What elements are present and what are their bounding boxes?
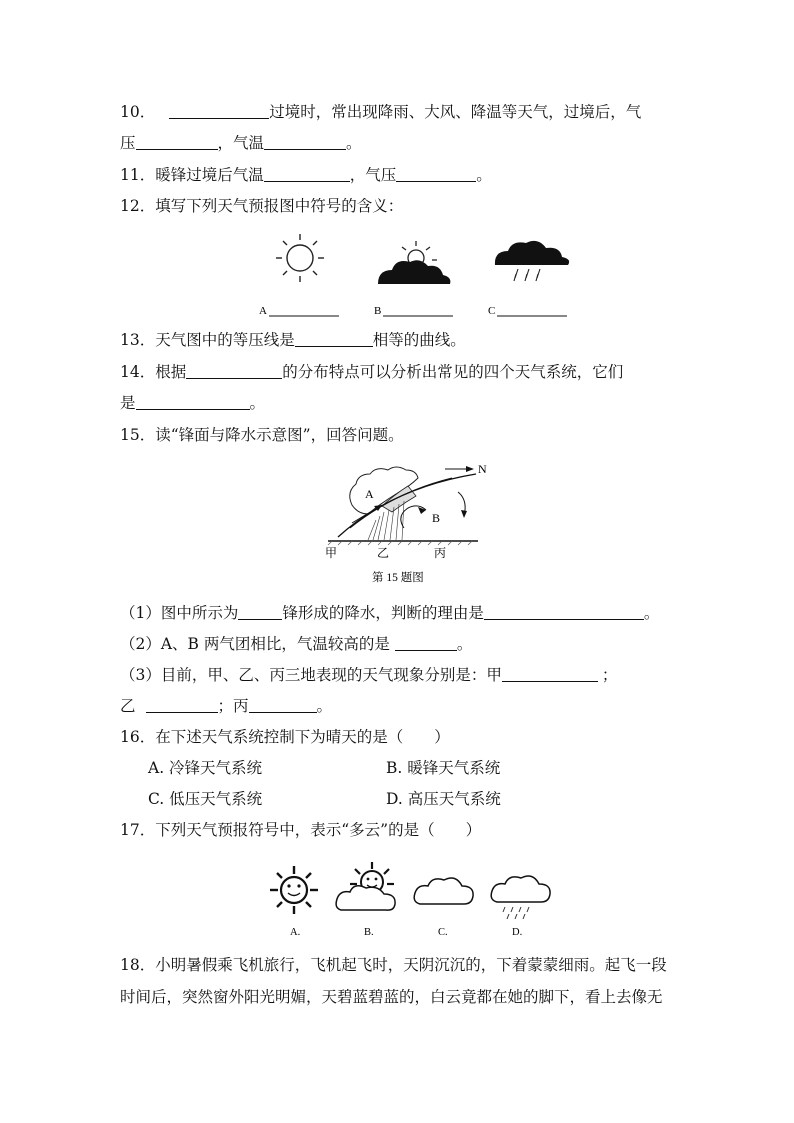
drizzle-cloud-icon — [491, 876, 550, 919]
q14-line2 — [120, 392, 265, 414]
q16-line — [120, 726, 450, 748]
q16-option-c[interactable]: C. 低压天气系统 — [148, 790, 263, 808]
q15-p3-blank-bing[interactable] — [249, 697, 317, 713]
q17-number: 17． — [120, 821, 156, 839]
q11-number: 11． — [120, 166, 156, 184]
diagram-label-jia: 甲 — [325, 546, 338, 560]
q10-text: 过境时，常出现降雨、大风、降温等天气，过境后，气 — [269, 103, 642, 121]
front-precipitation-diagram — [328, 466, 478, 545]
q15-number: 15． — [120, 426, 156, 444]
q17-label-b: B. — [364, 927, 374, 938]
q14-text-shi: 是 — [120, 394, 136, 412]
q14-text-mid: 的分布特点可以分析出常见的四个天气系统，它们 — [282, 363, 624, 381]
q12-label-a: A — [259, 305, 267, 317]
diagram-label-b: B — [432, 511, 441, 525]
partly-cloudy-icon — [378, 241, 450, 284]
q16-option-a[interactable]: A. 冷锋天气系统 — [148, 759, 263, 777]
q13-text: 天气图中的等压线是 — [155, 331, 295, 349]
q18-text-line1: 小明暑假乘飞机旅行，飞机起飞时，天阴沉沉的，下着蒙蒙细雨。起飞一段 — [155, 956, 667, 974]
q14-line1 — [120, 361, 623, 383]
q15-p1-text: （1）图中所示为 — [120, 604, 239, 622]
q15-p2-text: （2）A、B 两气团相比，气温较高的是 — [120, 635, 395, 653]
sun-icon — [276, 234, 324, 282]
q11-text: 暖锋过境后气温 — [155, 166, 264, 184]
q10-text-temp: ，气温 — [217, 134, 265, 152]
q18-line2: 时间后，突然窗外阳光明媚，天碧蓝碧蓝的，白云竟都在她的脚下，看上去像无 — [120, 988, 663, 1006]
q16-option-b[interactable]: B. 暖锋天气系统 — [386, 759, 501, 777]
q11-period: 。 — [476, 166, 492, 184]
q17-label-d: D. — [512, 927, 523, 938]
sun-cloud-icon — [336, 862, 395, 910]
q12-text: 填写下列天气预报图中符号的含义： — [155, 197, 404, 215]
q17-label-a: A. — [290, 927, 301, 938]
q15-p2-blank[interactable] — [395, 635, 457, 651]
q16-text: 在下述天气系统控制下为晴天的是（ ） — [155, 728, 450, 746]
q12-number: 12． — [120, 197, 156, 215]
q15-p3-text: （3）目前，甲、乙、丙三地表现的天气现象分别是：甲 — [120, 666, 502, 684]
q17-text: 下列天气预报符号中，表示“多云”的是（ ） — [155, 821, 482, 839]
q13-text-end: 相等的曲线。 — [372, 331, 466, 349]
q15-p1-period: 。 — [643, 604, 660, 622]
q14-number: 14． — [120, 363, 156, 381]
q14-blank1[interactable] — [186, 363, 282, 379]
q15-p3-text-bing: ；丙 — [217, 697, 249, 715]
q13-number: 13． — [120, 331, 156, 349]
q18-line1 — [120, 954, 667, 976]
q15-part3-line1 — [120, 664, 617, 686]
q15-p1-blank-reason[interactable] — [484, 604, 644, 620]
q14-period: 。 — [249, 394, 266, 412]
q10-text-pressure: 压 — [120, 134, 136, 152]
diagram-label-yi: 乙 — [377, 546, 390, 560]
diagram-label-n: N — [478, 462, 487, 476]
q12-label-b: B — [374, 305, 382, 317]
q13-line — [120, 329, 466, 351]
q10-number: 10． — [120, 103, 156, 121]
q17-line — [120, 819, 481, 841]
q11-text-pressure: ，气压 — [349, 166, 397, 184]
q14-text: 根据 — [155, 363, 187, 381]
q18-number: 18． — [120, 956, 156, 974]
q15-p2-period: 。 — [456, 635, 473, 653]
q10-period: 。 — [346, 134, 362, 152]
smiling-sun-icon — [270, 866, 318, 914]
q13-blank[interactable] — [295, 331, 373, 347]
q15-p3-semicolon: ； — [601, 666, 618, 684]
q15-p3-blank-jia[interactable] — [502, 666, 598, 682]
q15-p1-blank-type[interactable] — [238, 604, 282, 620]
q12-label-c: C — [488, 305, 496, 317]
rain-icon — [495, 241, 569, 281]
q15-part3-line2 — [120, 695, 332, 717]
q15-text: 读“锋面与降水示意图”，回答问题。 — [155, 426, 404, 444]
q17-label-c: C. — [438, 927, 448, 938]
q15-line — [120, 424, 404, 446]
q15-p1-text-reason: 锋形成的降水，判断的理由是 — [282, 604, 484, 622]
q15-part1 — [120, 602, 659, 624]
q15-p3-period: 。 — [316, 697, 333, 715]
q16-number: 16． — [120, 728, 156, 746]
diagram-label-bing: 丙 — [434, 546, 447, 560]
q15-p3-blank-yi[interactable] — [146, 697, 218, 713]
q15-part2 — [120, 633, 472, 655]
cloud-icon — [414, 878, 473, 904]
q14-blank2[interactable] — [136, 394, 250, 410]
diagram-label-a: A — [365, 487, 374, 501]
q15-p3-text-yi: 乙 — [120, 697, 136, 715]
q16-option-d[interactable]: D. 高压天气系统 — [386, 790, 501, 808]
diagram-caption: 第 15 题图 — [372, 572, 424, 584]
